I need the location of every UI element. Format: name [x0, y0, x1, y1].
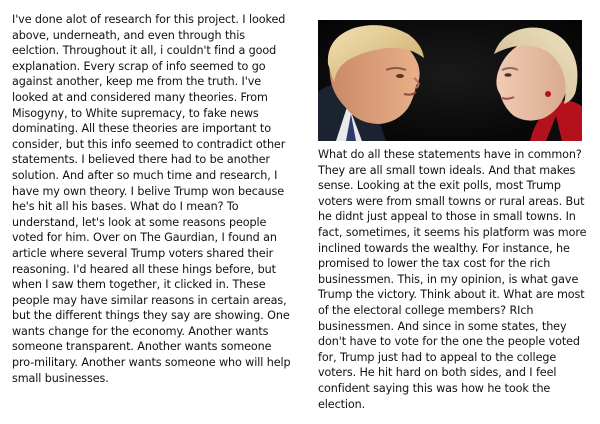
candidates-face-off-photo — [318, 20, 582, 141]
essay-right-paragraph: What do all these statements have in common? They are all small town ideals. And that makes sense. Looking at the exit polls, most Trump voters were from small towns or rural areas. But he didnt just appeal to those in small towns. In fact, sometimes, it seems his platform was more inclined towards the wealthy. For instance, he promised to lower the tax cost for the rich businessmen. This, in my opinion, is what gave Trump the victory. Think about it. What are most of the electoral college members? RIch businessmen. And since in some states, they don't have to vote for the one the people voted for, Trump just had to appeal to the college voters. He hit hard on both sides, and I feel confident saying this was how he took the election. — [318, 148, 587, 411]
essay-left-paragraph: I've done alot of research for this project. I looked above, underneath, and even through this eelction. Throughout it all, i couldn't find a good explanation. Every scrap of info seemed to go against another, keep me from the truth. I've looked at and considered many theories. From Misogyny, to White supremacy, to fake news dominating. All these theories are important to consider, but this info seemed to contradict other statements. I believed there had to be another solution. And after so much time and research, I have my own theory. I belive Trump won because he's hit all his bases. What do I mean? To understand, let's look at some reasons people voted for him. Over on The Gaurdian, I found an article where several Trump voters shared their reasoning. I'd heared all these hings before, but when I saw them together, it clicked in. These people may have similar reasons in certain areas, but the different things they say are showing. One wants change for the economy. Another wants someone transparent. Another wants someone pro-military. Another wants someone who will help small businesses. — [12, 13, 291, 385]
essay-right-column — [318, 147, 594, 412]
essay-left-column — [12, 12, 292, 386]
